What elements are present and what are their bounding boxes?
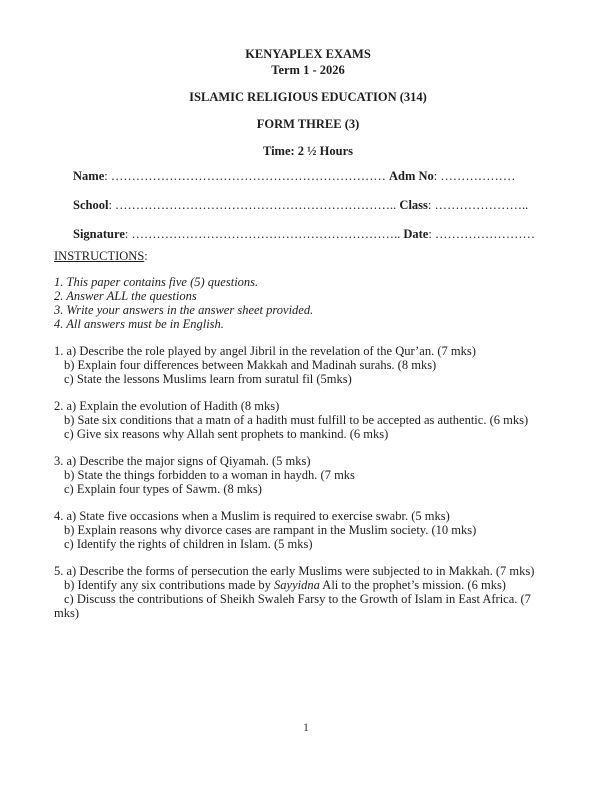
instruction-item-2: 2. Answer ALL the questions <box>54 289 197 303</box>
instructions-heading <box>54 249 562 263</box>
question-2c: c) Give six reasons why Allah sent prophets to mankind. (6 mks) <box>64 427 389 441</box>
question-5c-wrap: mks) <box>54 606 79 620</box>
question-5b-post: Ali to the prophet’s mission. (6 mks) <box>319 578 506 592</box>
form-level: FORM THREE (3) <box>256 117 360 131</box>
school-blank-line: : ………………………………………………………….. <box>108 198 397 212</box>
name-adm-row <box>73 169 562 183</box>
school-class-row <box>73 198 562 212</box>
question-5 <box>54 564 562 620</box>
date-blank-line: : …………………… <box>428 227 535 241</box>
question-1 <box>54 344 562 386</box>
instructions-heading-text: INSTRUCTIONS <box>54 249 145 263</box>
question-5b-pre: b) Identify any six contributions made by <box>64 578 275 592</box>
question-4a: 4. a) State five occasions when a Muslim is required to exercise swabr. (5 mks) <box>54 509 450 523</box>
exam-term: Term 1 - 2026 <box>271 63 345 77</box>
signature-date-row <box>73 227 562 241</box>
class-blank-line: : ………………….. <box>427 198 529 212</box>
school-label: School <box>73 198 109 212</box>
instruction-item-1: 1. This paper contains five (5) questions. <box>54 275 259 289</box>
adm-no-blank-line: : ……………… <box>433 169 516 183</box>
question-1c: c) State the lessons Muslims learn from suratul fil (5mks) <box>64 372 352 386</box>
question-4 <box>54 509 562 551</box>
question-1b: b) Explain four differences between Makkah and Madinah surahs. (8 mks) <box>64 358 437 372</box>
question-2b: b) Sate six conditions that a matn of a hadith must fulfill to be accepted as authentic. (6 mks) <box>64 413 529 427</box>
question-5b <box>54 578 562 592</box>
date-label: Date <box>403 227 429 241</box>
question-3c: c) Explain four types of Sawm. (8 mks) <box>64 482 262 496</box>
page-number: 1 <box>303 720 309 734</box>
signature-blank-line: : ……………………………………………………….. <box>124 227 401 241</box>
question-4b: b) Explain reasons why divorce cases are rampant in the Muslim society. (10 mks) <box>64 523 477 537</box>
exam-duration: Time: 2 ½ Hours <box>262 144 354 158</box>
adm-no-label: Adm No <box>388 169 434 183</box>
question-2a: 2. a) Explain the evolution of Hadith (8 mks) <box>54 399 280 413</box>
questions-section <box>54 344 562 620</box>
question-4c: c) Identify the rights of children in Islam. (5 mks) <box>64 537 313 551</box>
instructions-heading-colon: : <box>144 249 148 263</box>
question-5b-italic-term: Sayyidna <box>274 578 320 592</box>
subject-title: ISLAMIC RELIGIOUS EDUCATION (314) <box>189 90 427 104</box>
question-5a: 5. a) Describe the forms of persecution the early Muslims were subjected to in Makkah. (7 mks) <box>54 564 535 578</box>
student-details-section <box>54 169 562 241</box>
name-blank-line: : ………………………………………………………… <box>104 169 386 183</box>
class-label: Class <box>399 198 428 212</box>
exam-title: KENYAPLEX EXAMS <box>245 47 371 61</box>
instructions-section <box>54 249 562 331</box>
instruction-item-3: 3. Write your answers in the answer sheet provided. <box>54 303 314 317</box>
question-3 <box>54 454 562 496</box>
instruction-item-4: 4. All answers must be in English. <box>54 317 224 331</box>
name-label: Name <box>73 169 105 183</box>
question-2 <box>54 399 562 441</box>
question-1a: 1. a) Describe the role played by angel Jibril in the revelation of the Qur’an. (7 mks) <box>54 344 476 358</box>
question-3b: b) State the things forbidden to a woman in haydh. (7 mks <box>64 468 355 482</box>
question-3a: 3. a) Describe the major signs of Qiyamah. (5 mks) <box>54 454 311 468</box>
signature-label: Signature <box>73 227 125 241</box>
exam-header <box>54 46 562 159</box>
question-5c: c) Discuss the contributions of Sheikh Swaleh Farsy to the Growth of Islam in East Africa. (7 <box>64 592 531 606</box>
